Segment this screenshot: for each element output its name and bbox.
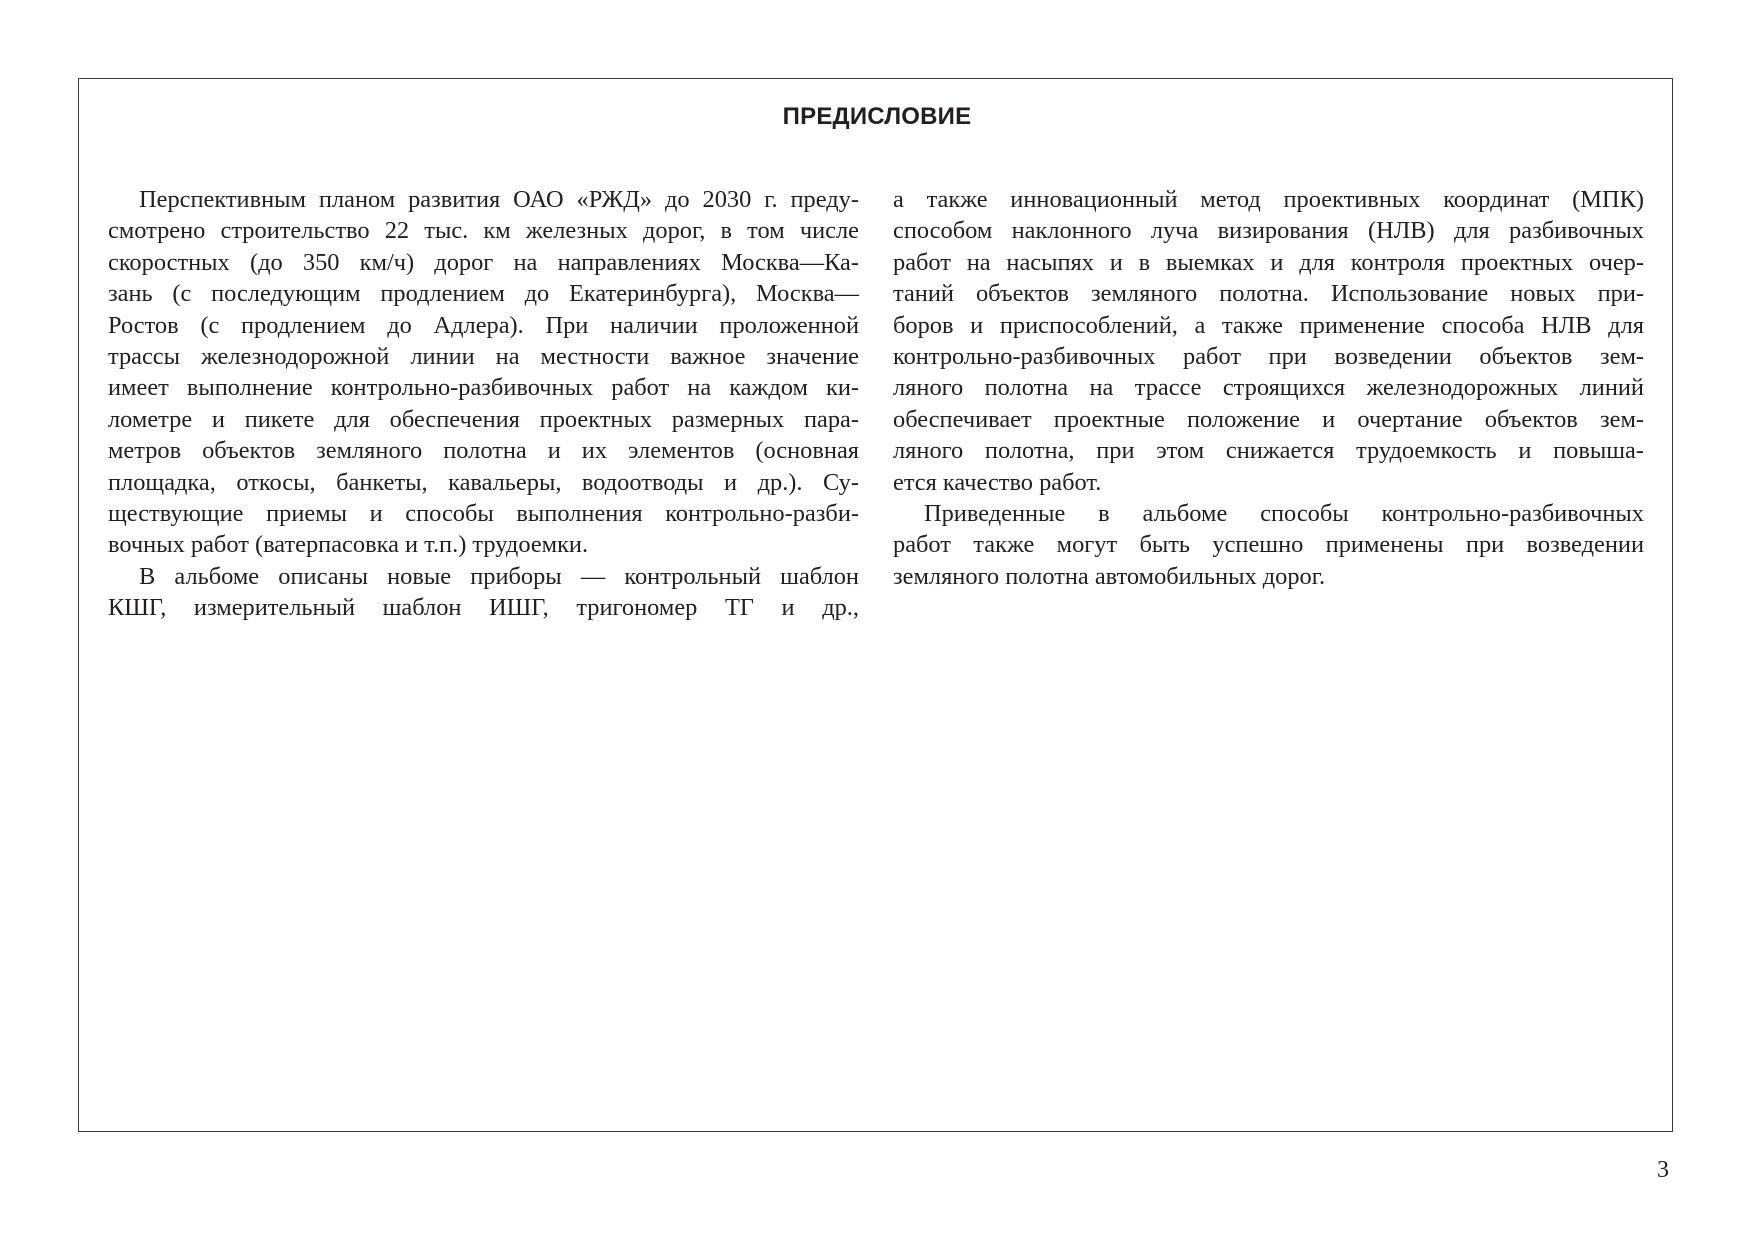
text-line: работ на насыпях и в выемках и для контроля проектных очер- [893, 248, 1644, 276]
text-line: вочных работ (ватерпасовка и т.п.) трудоемки. [108, 531, 589, 559]
text-line: ляного полотна на трассе строящихся железнодорожных линий [893, 374, 1644, 402]
text-line: скоростных (до 350 км/ч) дорог на направлениях Москва—Ка- [108, 248, 859, 276]
text-line: таний объектов земляного полотна. Использование новых при- [893, 280, 1644, 308]
text-line: контрольно-разбивочных работ при возведении объектов зем- [893, 342, 1644, 370]
page-number: 3 [1657, 1157, 1669, 1183]
text-line: трассы железнодорожной линии на местности важное значение [108, 342, 859, 370]
text-line: лометре и пикете для обеспечения проектных размерных пара- [108, 405, 859, 433]
text-line: ляного полотна, при этом снижается трудоемкость и повыша- [893, 437, 1644, 465]
text-line: В альбоме описаны новые приборы — контрольный шаблон [139, 562, 859, 590]
text-line: ется качество работ. [893, 468, 1102, 496]
text-column-right [893, 184, 1644, 592]
text-line: боров и приспособлений, а также применение способа НЛВ для [893, 311, 1644, 339]
text-line: Приведенные в альбоме способы контрольно-разбивочных [924, 499, 1644, 527]
text-line: смотрено строительство 22 тыс. км железных дорог, в том числе [108, 217, 859, 245]
page-title: ПРЕДИСЛОВИЕ [782, 103, 972, 130]
text-line: КШГ, измерительный шаблон ИШГ, тригономер ТГ и др., [108, 594, 859, 622]
text-line: Ростов (с продлением до Адлера). При наличии проложенной [108, 311, 859, 339]
text-column-left [108, 184, 859, 623]
text-line: земляного полотна автомобильных дорог. [893, 562, 1326, 590]
text-line: ществующие приемы и способы выполнения контрольно-разби- [108, 499, 859, 527]
text-line: зань (с последующим продлением до Екатеринбурга), Москва— [108, 280, 859, 308]
text-line: а также инновационный метод проективных координат (МПК) [893, 186, 1644, 213]
text-line: работ также могут быть успешно применены при возведении [893, 531, 1644, 559]
text-line: метров объектов земляного полотна и их элементов (основная [108, 437, 859, 465]
text-line: способом наклонного луча визирования (НЛВ) для разбивочных [893, 217, 1644, 245]
text-line: площадка, откосы, банкеты, кавальеры, водоотводы и др.). Су- [108, 468, 859, 496]
text-line: имеет выполнение контрольно-разбивочных работ на каждом ки- [108, 374, 859, 402]
text-line: обеспечивает проектные положение и очертание объектов зем- [893, 405, 1644, 433]
text-line: Перспективным планом развития ОАО «РЖД» до 2030 г. преду- [139, 186, 859, 213]
